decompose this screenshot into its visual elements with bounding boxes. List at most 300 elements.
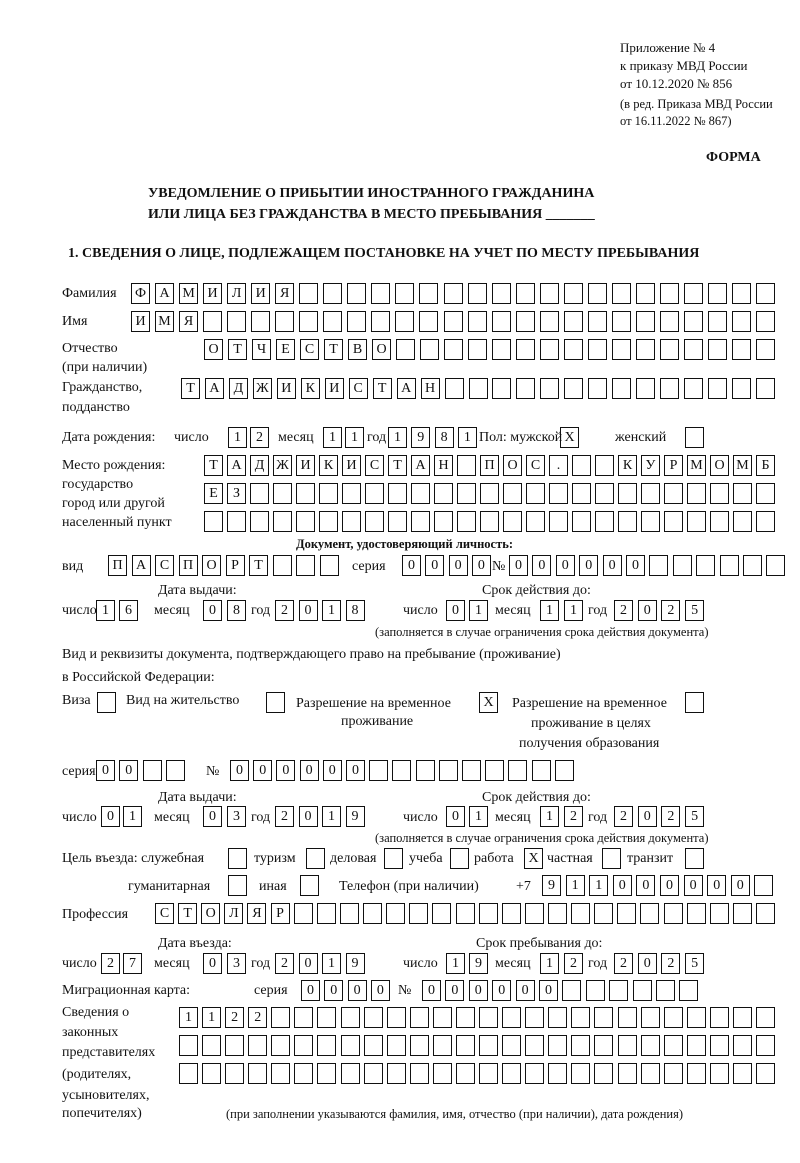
- p-work-checkbox[interactable]: X: [524, 848, 543, 869]
- patronymic-char-box[interactable]: [636, 339, 655, 360]
- birthplace1-char-box[interactable]: [595, 455, 614, 476]
- reps1-char-box[interactable]: [710, 1007, 729, 1028]
- birthplace1-char-box[interactable]: Н: [434, 455, 453, 476]
- birthplace1-char-box[interactable]: Б: [756, 455, 775, 476]
- citizenship-char-box[interactable]: [636, 378, 655, 399]
- profession-char-box[interactable]: О: [201, 903, 220, 924]
- profession-char-box[interactable]: [479, 903, 498, 924]
- id-kind-char-box[interactable]: С: [155, 555, 174, 576]
- reps2-char-box[interactable]: [710, 1035, 729, 1056]
- birthplace2-char-box[interactable]: [411, 483, 430, 504]
- name-char-box[interactable]: [636, 311, 655, 332]
- birth-month-char-box[interactable]: 1: [345, 427, 364, 448]
- reps2-char-box[interactable]: [341, 1035, 360, 1056]
- citizenship-char-box[interactable]: [516, 378, 535, 399]
- citizenship-char-box[interactable]: А: [205, 378, 224, 399]
- reps1-char-box[interactable]: 1: [179, 1007, 198, 1028]
- birthplace2-char-box[interactable]: [756, 483, 775, 504]
- p-humanitarian-checkbox[interactable]: [228, 875, 247, 896]
- patronymic-char-box[interactable]: [492, 339, 511, 360]
- reps3-char-box[interactable]: [271, 1063, 290, 1084]
- surname-char-box[interactable]: [564, 283, 583, 304]
- id-number-char-box[interactable]: [766, 555, 785, 576]
- surname-char-box[interactable]: [540, 283, 559, 304]
- id-issue-year-char-box[interactable]: 8: [346, 600, 365, 621]
- citizenship-char-box[interactable]: Т: [373, 378, 392, 399]
- surname-char-box[interactable]: [371, 283, 390, 304]
- id-number-char-box[interactable]: [720, 555, 739, 576]
- id-issue-month-char-box[interactable]: 8: [227, 600, 246, 621]
- name-char-box[interactable]: М: [155, 311, 174, 332]
- stay-number-char-box[interactable]: 0: [253, 760, 272, 781]
- name-char-box[interactable]: [540, 311, 559, 332]
- surname-char-box[interactable]: М: [179, 283, 198, 304]
- name-char-box[interactable]: [227, 311, 246, 332]
- birthplace2-char-box[interactable]: [250, 483, 269, 504]
- birthplace3-char-box[interactable]: [204, 511, 223, 532]
- stay-series-char-box[interactable]: 0: [96, 760, 115, 781]
- name-char-box[interactable]: [275, 311, 294, 332]
- reps3-char-box[interactable]: [548, 1063, 567, 1084]
- patronymic-char-box[interactable]: [564, 339, 583, 360]
- reps2-char-box[interactable]: [756, 1035, 775, 1056]
- profession-char-box[interactable]: [363, 903, 382, 924]
- name-char-box[interactable]: [684, 311, 703, 332]
- profession-char-box[interactable]: [340, 903, 359, 924]
- id-kind-char-box[interactable]: П: [179, 555, 198, 576]
- birthplace3-char-box[interactable]: [664, 511, 683, 532]
- profession-char-box[interactable]: [409, 903, 428, 924]
- birthplace3-char-box[interactable]: [549, 511, 568, 532]
- surname-char-box[interactable]: [299, 283, 318, 304]
- profession-char-box[interactable]: Я: [247, 903, 266, 924]
- profession-char-box[interactable]: [756, 903, 775, 924]
- surname-char-box[interactable]: [684, 283, 703, 304]
- birthplace2-char-box[interactable]: [687, 483, 706, 504]
- birthplace2-char-box[interactable]: [388, 483, 407, 504]
- phone-char-box[interactable]: 0: [636, 875, 655, 896]
- stay-number-char-box[interactable]: 0: [300, 760, 319, 781]
- reps3-char-box[interactable]: [618, 1063, 637, 1084]
- reps3-char-box[interactable]: [433, 1063, 452, 1084]
- patronymic-char-box[interactable]: В: [348, 339, 367, 360]
- mc-number-char-box[interactable]: [679, 980, 698, 1001]
- patronymic-char-box[interactable]: Т: [324, 339, 343, 360]
- stay-issue-day-char-box[interactable]: 0: [101, 806, 120, 827]
- citizenship-char-box[interactable]: Ж: [253, 378, 272, 399]
- birth-year-char-box[interactable]: 1: [388, 427, 407, 448]
- profession-char-box[interactable]: Р: [271, 903, 290, 924]
- id-valid-month-char-box[interactable]: 1: [540, 600, 559, 621]
- mc-number-char-box[interactable]: [586, 980, 605, 1001]
- patronymic-char-box[interactable]: [444, 339, 463, 360]
- reps1-char-box[interactable]: 2: [225, 1007, 244, 1028]
- birthplace1-char-box[interactable]: К: [319, 455, 338, 476]
- reps1-char-box[interactable]: [456, 1007, 475, 1028]
- stay-issue-month-char-box[interactable]: 0: [203, 806, 222, 827]
- profession-char-box[interactable]: [456, 903, 475, 924]
- stay-year-char-box[interactable]: 2: [614, 953, 633, 974]
- birthplace1-char-box[interactable]: А: [227, 455, 246, 476]
- birthplace3-char-box[interactable]: [434, 511, 453, 532]
- stay-number-char-box[interactable]: [555, 760, 574, 781]
- reps1-char-box[interactable]: 1: [202, 1007, 221, 1028]
- stay-day-char-box[interactable]: 1: [446, 953, 465, 974]
- id-number-char-box[interactable]: 0: [603, 555, 622, 576]
- phone-char-box[interactable]: 0: [660, 875, 679, 896]
- p-tourism-checkbox[interactable]: [306, 848, 325, 869]
- id-number-char-box[interactable]: 0: [626, 555, 645, 576]
- profession-char-box[interactable]: [386, 903, 405, 924]
- reps3-char-box[interactable]: [502, 1063, 521, 1084]
- reps3-char-box[interactable]: [594, 1063, 613, 1084]
- profession-char-box[interactable]: [733, 903, 752, 924]
- id-issue-day-char-box[interactable]: 6: [119, 600, 138, 621]
- reps2-char-box[interactable]: [179, 1035, 198, 1056]
- reps2-char-box[interactable]: [456, 1035, 475, 1056]
- p-service-checkbox[interactable]: [228, 848, 247, 869]
- reps2-char-box[interactable]: [548, 1035, 567, 1056]
- reps2-char-box[interactable]: [571, 1035, 590, 1056]
- id-kind-char-box[interactable]: А: [132, 555, 151, 576]
- stay-valid-day-char-box[interactable]: 1: [469, 806, 488, 827]
- mc-number-char-box[interactable]: 0: [469, 980, 488, 1001]
- birthplace3-char-box[interactable]: [687, 511, 706, 532]
- profession-char-box[interactable]: С: [155, 903, 174, 924]
- reps1-char-box[interactable]: [433, 1007, 452, 1028]
- birthplace3-char-box[interactable]: [296, 511, 315, 532]
- stay-valid-year-char-box[interactable]: 0: [638, 806, 657, 827]
- id-issue-day-char-box[interactable]: 1: [96, 600, 115, 621]
- birthplace2-char-box[interactable]: [365, 483, 384, 504]
- surname-char-box[interactable]: [419, 283, 438, 304]
- surname-char-box[interactable]: [516, 283, 535, 304]
- birthplace2-char-box[interactable]: [273, 483, 292, 504]
- name-char-box[interactable]: [468, 311, 487, 332]
- birthplace1-char-box[interactable]: И: [296, 455, 315, 476]
- patronymic-char-box[interactable]: [468, 339, 487, 360]
- birth-year-char-box[interactable]: 9: [411, 427, 430, 448]
- reps2-char-box[interactable]: [479, 1035, 498, 1056]
- mc-series-char-box[interactable]: 0: [371, 980, 390, 1001]
- reps1-char-box[interactable]: [479, 1007, 498, 1028]
- mc-number-char-box[interactable]: [633, 980, 652, 1001]
- sex-female-checkbox[interactable]: [685, 427, 704, 448]
- id-number-char-box[interactable]: [743, 555, 762, 576]
- reps1-char-box[interactable]: [548, 1007, 567, 1028]
- id-series-char-box[interactable]: 0: [449, 555, 468, 576]
- id-kind-char-box[interactable]: Т: [249, 555, 268, 576]
- entry-year-char-box[interactable]: 0: [299, 953, 318, 974]
- reps3-char-box[interactable]: [733, 1063, 752, 1084]
- reps2-char-box[interactable]: [248, 1035, 267, 1056]
- stay-issue-year-char-box[interactable]: 0: [299, 806, 318, 827]
- id-kind-char-box[interactable]: [296, 555, 315, 576]
- reps3-char-box[interactable]: [225, 1063, 244, 1084]
- reps3-char-box[interactable]: [664, 1063, 683, 1084]
- mc-number-char-box[interactable]: 0: [539, 980, 558, 1001]
- birthplace3-char-box[interactable]: [457, 511, 476, 532]
- reps1-char-box[interactable]: [641, 1007, 660, 1028]
- birthplace2-char-box[interactable]: [480, 483, 499, 504]
- birthplace1-char-box[interactable]: Р: [664, 455, 683, 476]
- patronymic-char-box[interactable]: [420, 339, 439, 360]
- reps3-char-box[interactable]: [179, 1063, 198, 1084]
- name-char-box[interactable]: [492, 311, 511, 332]
- surname-char-box[interactable]: [323, 283, 342, 304]
- birthplace1-char-box[interactable]: С: [526, 455, 545, 476]
- patronymic-char-box[interactable]: [396, 339, 415, 360]
- id-kind-char-box[interactable]: [320, 555, 339, 576]
- surname-char-box[interactable]: [636, 283, 655, 304]
- stay-issue-year-char-box[interactable]: 9: [346, 806, 365, 827]
- birth-day-char-box[interactable]: 2: [250, 427, 269, 448]
- reps1-char-box[interactable]: [756, 1007, 775, 1028]
- surname-char-box[interactable]: [708, 283, 727, 304]
- name-char-box[interactable]: [203, 311, 222, 332]
- mc-number-char-box[interactable]: 0: [516, 980, 535, 1001]
- reps2-char-box[interactable]: [664, 1035, 683, 1056]
- profession-char-box[interactable]: [571, 903, 590, 924]
- surname-char-box[interactable]: [612, 283, 631, 304]
- stay-valid-year-char-box[interactable]: 5: [685, 806, 704, 827]
- reps1-char-box[interactable]: 2: [248, 1007, 267, 1028]
- reps3-char-box[interactable]: [687, 1063, 706, 1084]
- citizenship-char-box[interactable]: Н: [421, 378, 440, 399]
- mc-number-char-box[interactable]: [562, 980, 581, 1001]
- reps3-char-box[interactable]: [641, 1063, 660, 1084]
- profession-char-box[interactable]: [548, 903, 567, 924]
- birthplace2-char-box[interactable]: Е: [204, 483, 223, 504]
- mc-number-char-box[interactable]: [656, 980, 675, 1001]
- stay-number-char-box[interactable]: [462, 760, 481, 781]
- citizenship-char-box[interactable]: Д: [229, 378, 248, 399]
- reps1-char-box[interactable]: [664, 1007, 683, 1028]
- birthplace2-char-box[interactable]: [296, 483, 315, 504]
- birthplace3-char-box[interactable]: [618, 511, 637, 532]
- birthplace1-char-box[interactable]: О: [503, 455, 522, 476]
- id-valid-month-char-box[interactable]: 1: [564, 600, 583, 621]
- profession-char-box[interactable]: [710, 903, 729, 924]
- citizenship-char-box[interactable]: [492, 378, 511, 399]
- entry-year-char-box[interactable]: 2: [275, 953, 294, 974]
- reps3-char-box[interactable]: [294, 1063, 313, 1084]
- birthplace2-char-box[interactable]: [319, 483, 338, 504]
- birthplace2-char-box[interactable]: [503, 483, 522, 504]
- birthplace1-char-box[interactable]: И: [342, 455, 361, 476]
- id-valid-day-char-box[interactable]: 0: [446, 600, 465, 621]
- surname-char-box[interactable]: А: [155, 283, 174, 304]
- id-number-char-box[interactable]: 0: [579, 555, 598, 576]
- surname-char-box[interactable]: Л: [227, 283, 246, 304]
- reps1-char-box[interactable]: [387, 1007, 406, 1028]
- reps1-char-box[interactable]: [525, 1007, 544, 1028]
- citizenship-char-box[interactable]: [469, 378, 488, 399]
- reps1-char-box[interactable]: [733, 1007, 752, 1028]
- surname-char-box[interactable]: [756, 283, 775, 304]
- birth-month-char-box[interactable]: 1: [323, 427, 342, 448]
- birthplace2-char-box[interactable]: [572, 483, 591, 504]
- stay-number-char-box[interactable]: [485, 760, 504, 781]
- name-char-box[interactable]: [299, 311, 318, 332]
- reps2-char-box[interactable]: [525, 1035, 544, 1056]
- patronymic-char-box[interactable]: [516, 339, 535, 360]
- reps2-char-box[interactable]: [387, 1035, 406, 1056]
- birthplace3-char-box[interactable]: [733, 511, 752, 532]
- name-char-box[interactable]: [516, 311, 535, 332]
- id-series-char-box[interactable]: 0: [425, 555, 444, 576]
- citizenship-char-box[interactable]: К: [301, 378, 320, 399]
- phone-char-box[interactable]: 0: [613, 875, 632, 896]
- stay-number-char-box[interactable]: [439, 760, 458, 781]
- birthplace1-char-box[interactable]: .: [549, 455, 568, 476]
- reps2-char-box[interactable]: [687, 1035, 706, 1056]
- citizenship-char-box[interactable]: Т: [181, 378, 200, 399]
- citizenship-char-box[interactable]: [708, 378, 727, 399]
- entry-day-char-box[interactable]: 7: [123, 953, 142, 974]
- birthplace3-char-box[interactable]: [756, 511, 775, 532]
- entry-year-char-box[interactable]: 1: [322, 953, 341, 974]
- reps2-char-box[interactable]: [641, 1035, 660, 1056]
- patronymic-char-box[interactable]: О: [372, 339, 391, 360]
- reps3-char-box[interactable]: [317, 1063, 336, 1084]
- id-valid-year-char-box[interactable]: 2: [614, 600, 633, 621]
- birthplace3-char-box[interactable]: [319, 511, 338, 532]
- stay-number-char-box[interactable]: 0: [276, 760, 295, 781]
- birthplace3-char-box[interactable]: [480, 511, 499, 532]
- reps3-char-box[interactable]: [456, 1063, 475, 1084]
- birthplace1-char-box[interactable]: Д: [250, 455, 269, 476]
- reps2-char-box[interactable]: [502, 1035, 521, 1056]
- citizenship-char-box[interactable]: [612, 378, 631, 399]
- birthplace1-char-box[interactable]: М: [733, 455, 752, 476]
- patronymic-char-box[interactable]: С: [300, 339, 319, 360]
- reps1-char-box[interactable]: [571, 1007, 590, 1028]
- birthplace1-char-box[interactable]: У: [641, 455, 660, 476]
- stay-number-char-box[interactable]: [416, 760, 435, 781]
- birthplace2-char-box[interactable]: [595, 483, 614, 504]
- reps1-char-box[interactable]: [341, 1007, 360, 1028]
- trp-edu-checkbox[interactable]: [685, 692, 704, 713]
- reps3-char-box[interactable]: [341, 1063, 360, 1084]
- reps3-char-box[interactable]: [387, 1063, 406, 1084]
- stay-valid-day-char-box[interactable]: 0: [446, 806, 465, 827]
- profession-char-box[interactable]: Л: [224, 903, 243, 924]
- reps1-char-box[interactable]: [317, 1007, 336, 1028]
- profession-char-box[interactable]: [687, 903, 706, 924]
- stay-number-char-box[interactable]: 0: [230, 760, 249, 781]
- phone-char-box[interactable]: 0: [684, 875, 703, 896]
- reps1-char-box[interactable]: [502, 1007, 521, 1028]
- name-char-box[interactable]: Я: [179, 311, 198, 332]
- id-issue-year-char-box[interactable]: 1: [322, 600, 341, 621]
- birthplace2-char-box[interactable]: [457, 483, 476, 504]
- surname-char-box[interactable]: [492, 283, 511, 304]
- residence-checkbox[interactable]: [266, 692, 285, 713]
- mc-series-char-box[interactable]: 0: [324, 980, 343, 1001]
- surname-char-box[interactable]: И: [203, 283, 222, 304]
- citizenship-char-box[interactable]: [660, 378, 679, 399]
- birthplace1-char-box[interactable]: О: [710, 455, 729, 476]
- name-char-box[interactable]: [708, 311, 727, 332]
- stay-valid-year-char-box[interactable]: 2: [661, 806, 680, 827]
- reps2-char-box[interactable]: [294, 1035, 313, 1056]
- birthplace2-char-box[interactable]: [710, 483, 729, 504]
- birthplace3-char-box[interactable]: [411, 511, 430, 532]
- phone-char-box[interactable]: [754, 875, 773, 896]
- id-number-char-box[interactable]: [673, 555, 692, 576]
- reps2-char-box[interactable]: [225, 1035, 244, 1056]
- birthplace3-char-box[interactable]: [503, 511, 522, 532]
- birthplace1-char-box[interactable]: Т: [204, 455, 223, 476]
- profession-char-box[interactable]: [617, 903, 636, 924]
- id-series-char-box[interactable]: 0: [402, 555, 421, 576]
- birthplace1-char-box[interactable]: Ж: [273, 455, 292, 476]
- profession-char-box[interactable]: [594, 903, 613, 924]
- stay-number-char-box[interactable]: [392, 760, 411, 781]
- reps3-char-box[interactable]: [756, 1063, 775, 1084]
- surname-char-box[interactable]: [588, 283, 607, 304]
- birthplace3-char-box[interactable]: [227, 511, 246, 532]
- profession-char-box[interactable]: [317, 903, 336, 924]
- birthplace1-char-box[interactable]: [457, 455, 476, 476]
- birthplace2-char-box[interactable]: З: [227, 483, 246, 504]
- name-char-box[interactable]: [395, 311, 414, 332]
- birthplace3-char-box[interactable]: [250, 511, 269, 532]
- id-kind-char-box[interactable]: О: [202, 555, 221, 576]
- entry-month-char-box[interactable]: 0: [203, 953, 222, 974]
- stay-month-char-box[interactable]: 1: [540, 953, 559, 974]
- reps2-char-box[interactable]: [594, 1035, 613, 1056]
- patronymic-char-box[interactable]: Т: [228, 339, 247, 360]
- name-char-box[interactable]: [612, 311, 631, 332]
- p-business-checkbox[interactable]: [384, 848, 403, 869]
- id-issue-year-char-box[interactable]: 0: [299, 600, 318, 621]
- mc-series-char-box[interactable]: 0: [348, 980, 367, 1001]
- sex-male-checkbox[interactable]: X: [560, 427, 579, 448]
- birthplace3-char-box[interactable]: [595, 511, 614, 532]
- citizenship-char-box[interactable]: А: [397, 378, 416, 399]
- reps1-char-box[interactable]: [271, 1007, 290, 1028]
- birth-year-char-box[interactable]: 8: [435, 427, 454, 448]
- name-char-box[interactable]: [323, 311, 342, 332]
- stay-series-char-box[interactable]: [143, 760, 162, 781]
- id-valid-year-char-box[interactable]: 2: [661, 600, 680, 621]
- birthplace1-char-box[interactable]: [572, 455, 591, 476]
- stay-month-char-box[interactable]: 2: [564, 953, 583, 974]
- id-number-char-box[interactable]: [649, 555, 668, 576]
- id-valid-day-char-box[interactable]: 1: [469, 600, 488, 621]
- citizenship-char-box[interactable]: [445, 378, 464, 399]
- visa-checkbox[interactable]: [97, 692, 116, 713]
- reps3-char-box[interactable]: [410, 1063, 429, 1084]
- birthplace2-char-box[interactable]: [733, 483, 752, 504]
- reps1-char-box[interactable]: [594, 1007, 613, 1028]
- surname-char-box[interactable]: [468, 283, 487, 304]
- mc-number-char-box[interactable]: 0: [445, 980, 464, 1001]
- id-series-char-box[interactable]: 0: [472, 555, 491, 576]
- patronymic-char-box[interactable]: [684, 339, 703, 360]
- patronymic-char-box[interactable]: [756, 339, 775, 360]
- phone-char-box[interactable]: 9: [542, 875, 561, 896]
- birthplace1-char-box[interactable]: А: [411, 455, 430, 476]
- name-char-box[interactable]: [732, 311, 751, 332]
- stay-year-char-box[interactable]: 2: [661, 953, 680, 974]
- surname-char-box[interactable]: [444, 283, 463, 304]
- profession-char-box[interactable]: [525, 903, 544, 924]
- reps2-char-box[interactable]: [202, 1035, 221, 1056]
- p-study-checkbox[interactable]: [450, 848, 469, 869]
